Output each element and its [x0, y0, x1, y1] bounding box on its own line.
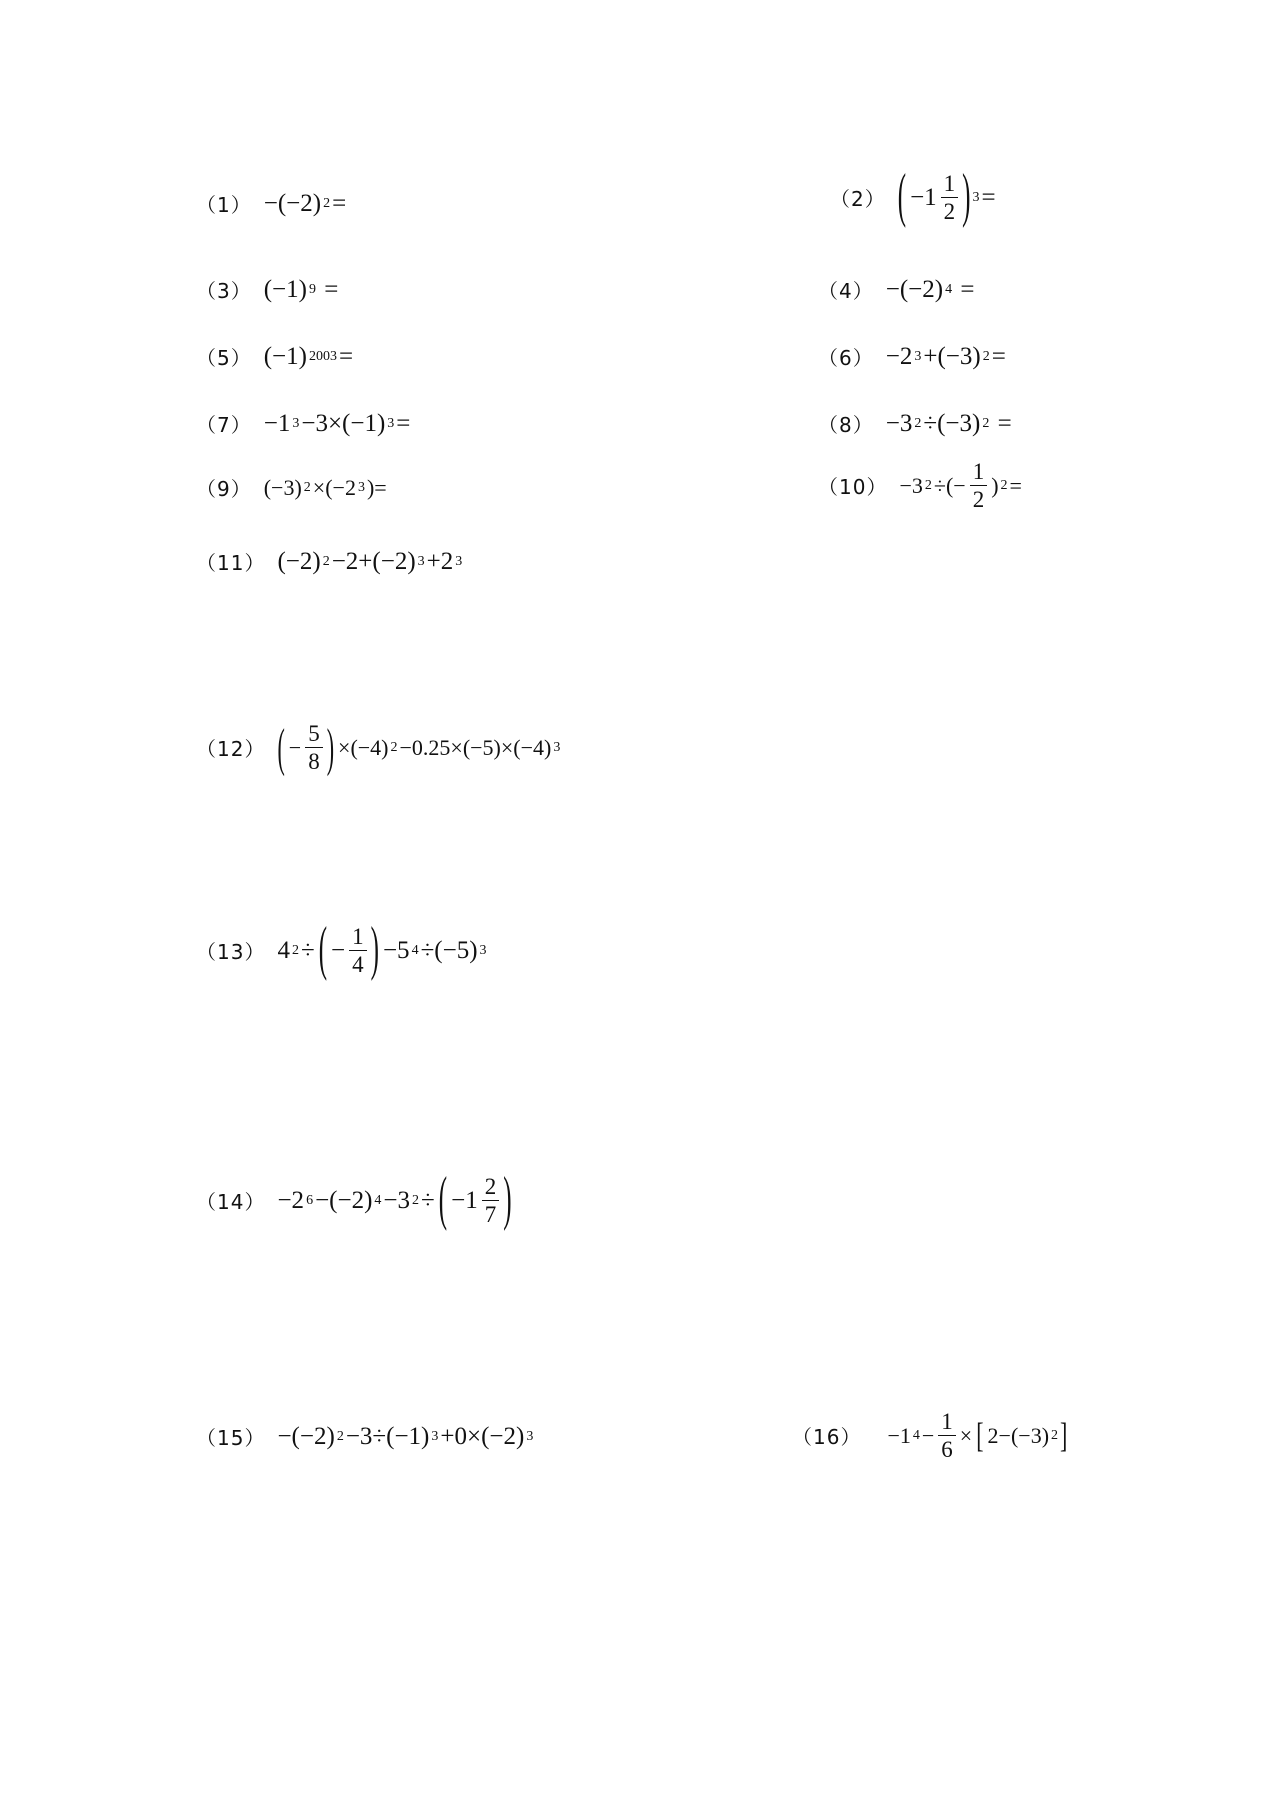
problem-12 — [196, 716, 561, 777]
problem-6 — [818, 342, 1008, 371]
fraction: $\frac{1}{2}$ — [970, 460, 988, 511]
problem-10 — [818, 460, 1024, 511]
fraction: $\frac{5}{8}$ — [305, 722, 323, 773]
expression: 4 2 ÷ ( − $\frac{1}{4}$ ) −5 4 ÷(−5) 3 — [277, 916, 487, 982]
problem-1 — [196, 189, 348, 218]
problem-14 — [196, 1166, 514, 1232]
problem-16 — [792, 1410, 1069, 1461]
problem-label: （13） — [196, 940, 266, 964]
fraction: $\frac{1}{4}$ — [349, 925, 367, 976]
problem-label: （11） — [196, 551, 266, 575]
problem-label: （9） — [196, 477, 252, 501]
problem-label: （16） — [792, 1425, 862, 1449]
problem-label: （4） — [818, 279, 874, 303]
expression: −(−2) 2 = — [263, 189, 347, 217]
expression: (−1) 9 = — [263, 275, 339, 303]
problem-15 — [196, 1422, 533, 1451]
problem-label: （15） — [196, 1426, 266, 1450]
expression: −1 3 −3×(−1) 3 = — [263, 409, 411, 437]
expression: −(−2) 2 −3÷(−1) 3 +0×(−2) 3 — [277, 1422, 534, 1450]
problem-3 — [196, 275, 340, 304]
problem-8 — [818, 409, 1014, 438]
fraction: $\frac{1}{6}$ — [938, 1410, 956, 1461]
problem-label: （7） — [196, 413, 252, 437]
problem-label: （3） — [196, 279, 252, 303]
problem-label: （12） — [196, 737, 266, 761]
expression: −3 2 ÷(− $\frac{1}{2}$ ) 2 = — [899, 459, 1022, 512]
expression: −1 4 − $\frac{1}{6}$ × [ 2−(−3) 2 ] — [887, 1409, 1068, 1462]
problem-label: （6） — [818, 346, 874, 370]
problem-label: （14） — [196, 1190, 266, 1214]
problem-9 — [196, 473, 389, 502]
fraction: $\frac{1}{2}$ — [941, 172, 959, 223]
expression: (−1) 2003 = — [263, 342, 354, 370]
problem-label: （5） — [196, 346, 252, 370]
fraction: $\frac{2}{7}$ — [482, 1175, 500, 1226]
problem-label: （2） — [830, 187, 886, 211]
expression: (−3) 2 ×(−2 3 )= — [263, 474, 387, 500]
expression: −2 6 −(−2) 4 −3 2 ÷ ( −1 $\frac{2}{7}$ ) — [277, 1166, 512, 1232]
problem-11 — [196, 547, 462, 576]
problem-13 — [196, 916, 487, 982]
expression: ( −1 $\frac{1}{2}$ ) 3 = — [897, 163, 996, 229]
problem-label: （10） — [818, 475, 888, 499]
problem-label: （8） — [818, 413, 874, 437]
expression: ( − $\frac{5}{8}$ ) ×(−4) 2 −0.25×(−5)×(−4) 3 — [277, 716, 561, 777]
problem-2 — [830, 163, 998, 229]
expression: −3 2 ÷(−3) 2 = — [885, 409, 1012, 437]
problem-label: （1） — [196, 193, 252, 217]
problem-7 — [196, 409, 412, 438]
expression: (−2) 2 −2+(−2) 3 +2 3 — [277, 547, 463, 575]
problem-4 — [818, 275, 976, 304]
expression: −2 3 +(−3) 2 = — [885, 342, 1006, 370]
problem-5 — [196, 342, 355, 371]
expression: −(−2) 4 = — [885, 275, 975, 303]
